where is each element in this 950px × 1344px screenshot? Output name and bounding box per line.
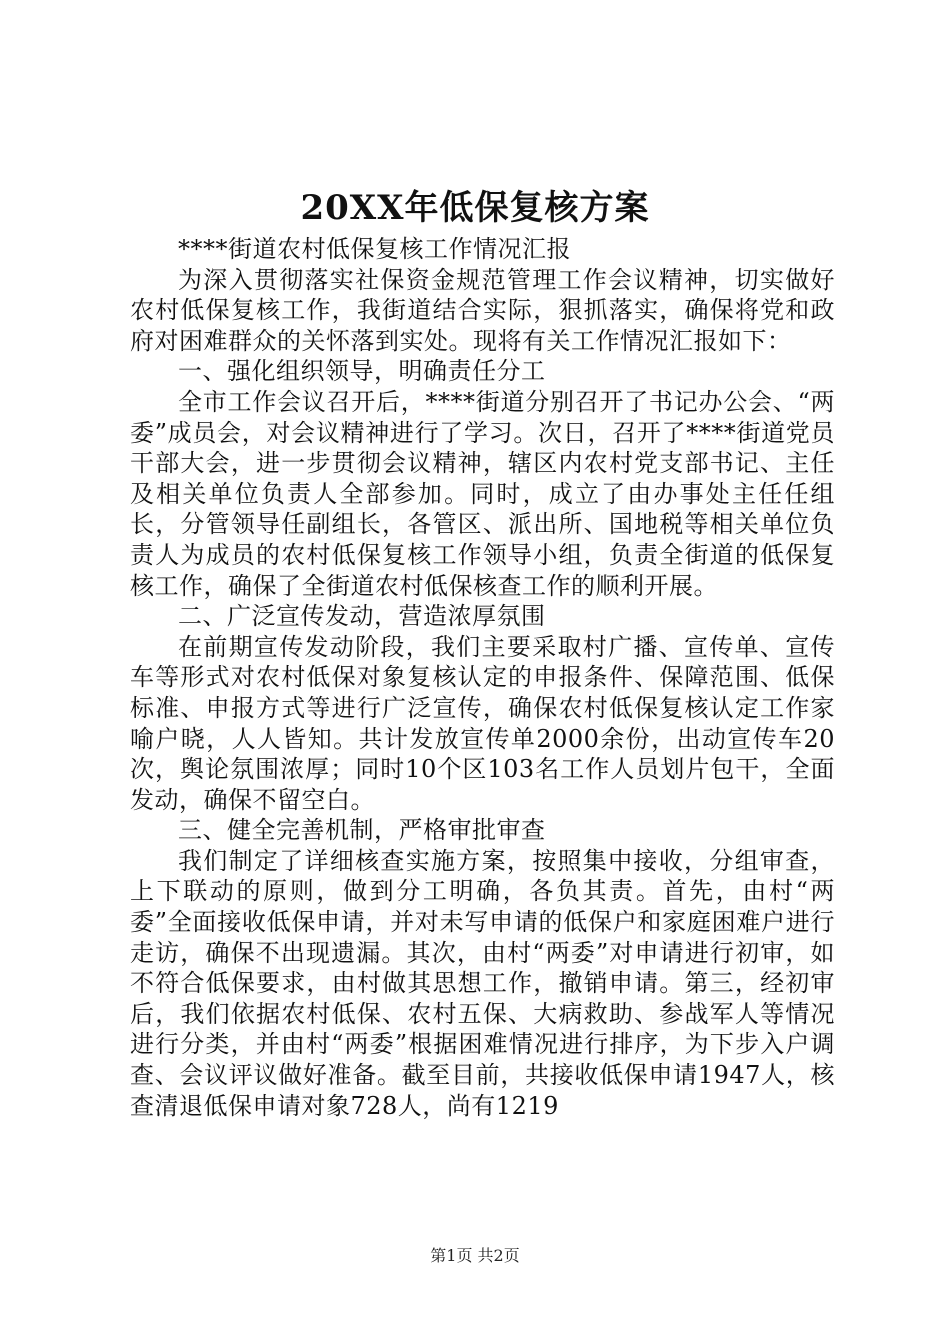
section-heading-2: 二、广泛宣传发动，营造浓厚氛围: [178, 602, 546, 631]
page-footer: 第1页 共2页: [430, 1246, 520, 1265]
section-paragraph-2: 在前期宣传发动阶段，我们主要采取村广播、宣传单、宣传车等形式对农村低保对象复核认定的申报条件、保障范围、低保标准、申报方式等进行广泛宣传，确保农村低保复核认定工作家喻户晓，人人皆知。共计发放宣传单2000余份，出动宣传车20次，舆论氛围浓厚；同时10个区103名工作人员划片包干，全面发动，确保不留空白。: [130, 632, 835, 814]
report-heading: ****街道农村低保复核工作情况汇报: [178, 235, 571, 263]
section-paragraph-3: 我们制定了详细核查实施方案，按照集中接收，分组审查，上下联动的原则，做到分工明确，各负其责。首先，由村“两委”全面接收低保申请，并对未写申请的低保户和家庭困难户进行走访，确保不出现遗漏。其次，由村“两委”对申请进行初审，如不符合低保要求，由村做其思想工作，撤销申请。第三，经初审后，我们依据农村低保、农村五保、大病救助、参战军人等情况进行分类，并由村“两委”根据困难情况进行排序，为下步入户调查、会议评议做好准备。截至目前，共接收低保申请1947人，核查清退低保申请对象728人，尚有1219: [130, 846, 835, 1120]
document-title: 20XX年低保复核方案: [300, 188, 650, 228]
section-heading-1: 一、强化组织领导，明确责任分工: [178, 357, 546, 386]
section-paragraph-1: 全市工作会议召开后，****街道分别召开了书记办公会、“两委”成员会，对会议精神进行了学习。次日，召开了****街道党员干部大会，进一步贯彻会议精神，辖区内农村党支部书记、主任及相关单位负责人全部参加。同时，成立了由办事处主任任组长，分管领导任副组长，各管区、派出所、国地税等相关单位负责人为成员的农村低保复核工作领导小组，负责全街道的低保复核工作，确保了全街道农村低保核查工作的顺利开展。: [130, 387, 835, 600]
section-heading-3: 三、健全完善机制，严格审批审查: [178, 816, 546, 845]
intro-paragraph: 为深入贯彻落实社保资金规范管理工作会议精神，切实做好农村低保复核工作，我街道结合实际，狠抓落实，确保将党和政府对困难群众的关怀落到实处。现将有关工作情况汇报如下：: [130, 265, 835, 355]
document-body: [130, 234, 835, 1121]
